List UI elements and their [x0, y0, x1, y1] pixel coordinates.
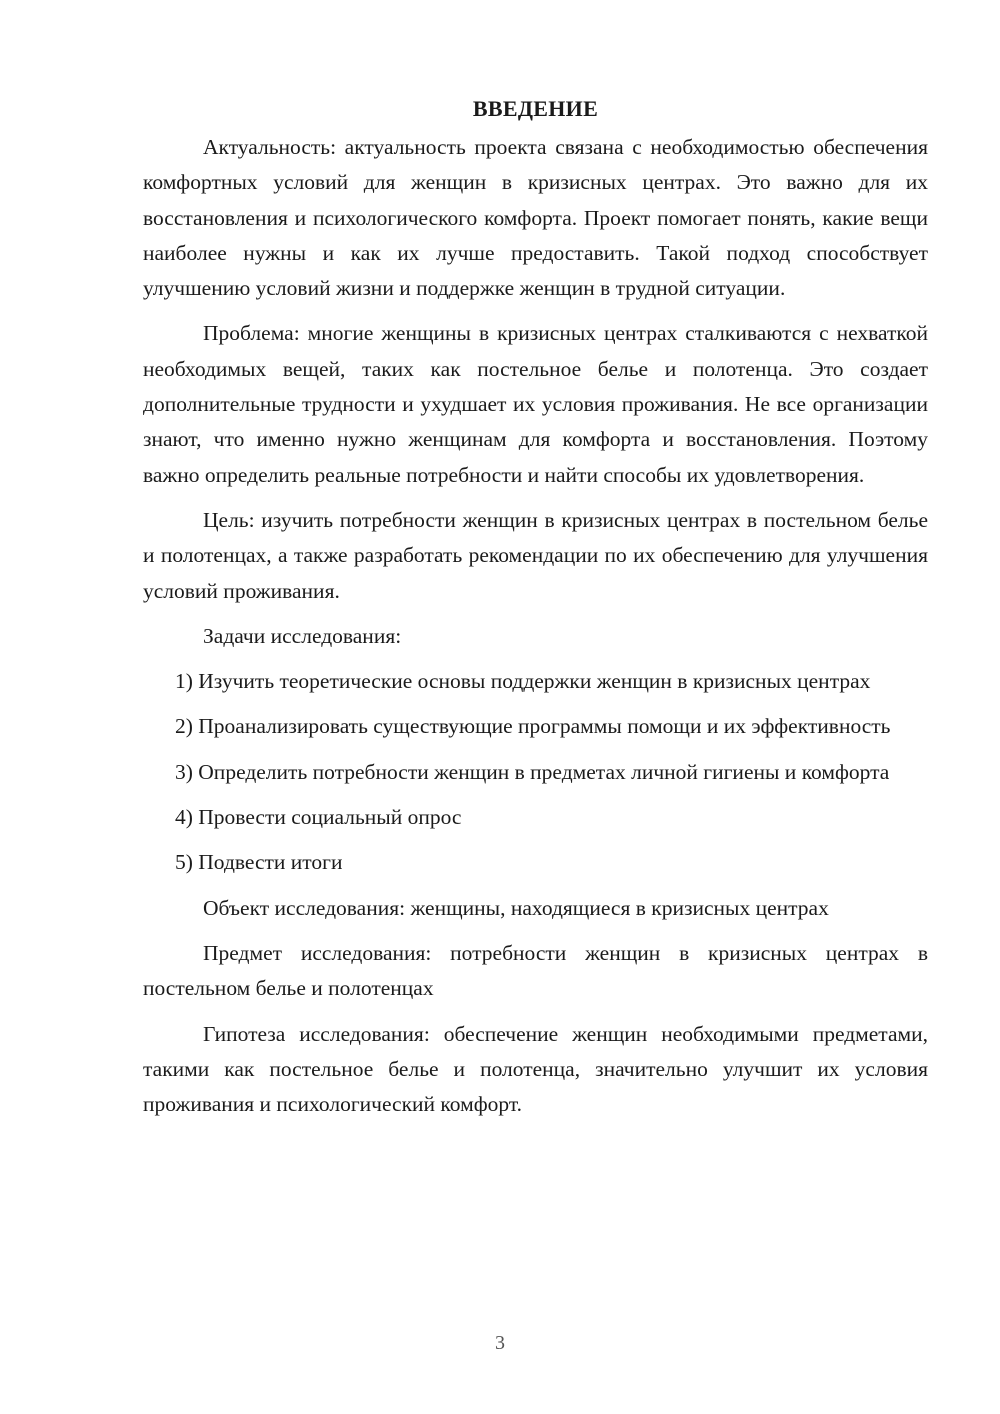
tasks-heading: Задачи исследования: — [203, 623, 402, 648]
task-item-1: 1) Изучить теоретические основы поддержки женщин в кризисных центрах — [175, 669, 871, 694]
problem-paragraph: Проблема: многие женщины в кризисных центрах сталкиваются с нехваткой необходимых вещей, таких как постельное белье и полотенца. Это создает дополнительные трудности и ухудшает их условия проживания. Не все организации знают, что именно нужно женщинам для комфорта и восстановления. Поэтому важно определить реальные потребности и найти способы их удовлетворения. — [143, 321, 928, 487]
task-item-4: 4) Провести социальный опрос — [175, 805, 462, 830]
subject-paragraph: Предмет исследования: потребности женщин в кризисных центрах в постельном белье и полотенцах — [143, 940, 928, 1001]
task-item-3: 3) Определить потребности женщин в предметах личной гигиены и комфорта — [175, 759, 890, 784]
page-title: ВВЕДЕНИЕ — [472, 96, 599, 121]
relevance-paragraph: Актуальность: актуальность проекта связана с необходимостью обеспечения комфортных условий для женщин в кризисных центрах. Это важно для их восстановления и психологического комфорта. Проект помогает понять, какие вещи наиболее нужны и как их лучше предоставить. Такой подход способствует улучшению условий жизни и поддержке женщин в трудной ситуации. — [143, 135, 928, 301]
goal-paragraph: Цель: изучить потребности женщин в кризисных центрах в постельном белье и полотенцах, а также разработать рекомендации по их обеспечению для улучшения условий проживания. — [143, 507, 928, 603]
task-item-5: 5) Подвести итоги — [175, 850, 343, 875]
object-paragraph: Объект исследования: женщины, находящиеся в кризисных центрах — [203, 895, 829, 920]
page-number: 3 — [495, 1332, 505, 1354]
hypothesis-paragraph: Гипотеза исследования: обеспечение женщин необходимыми предметами, такими как постельное белье и полотенца, значительно улучшит их условия проживания и психологический комфорт. — [143, 1021, 928, 1117]
document-page — [143, 92, 928, 1132]
task-item-2: 2) Проанализировать существующие программы помощи и их эффективность — [175, 714, 891, 739]
